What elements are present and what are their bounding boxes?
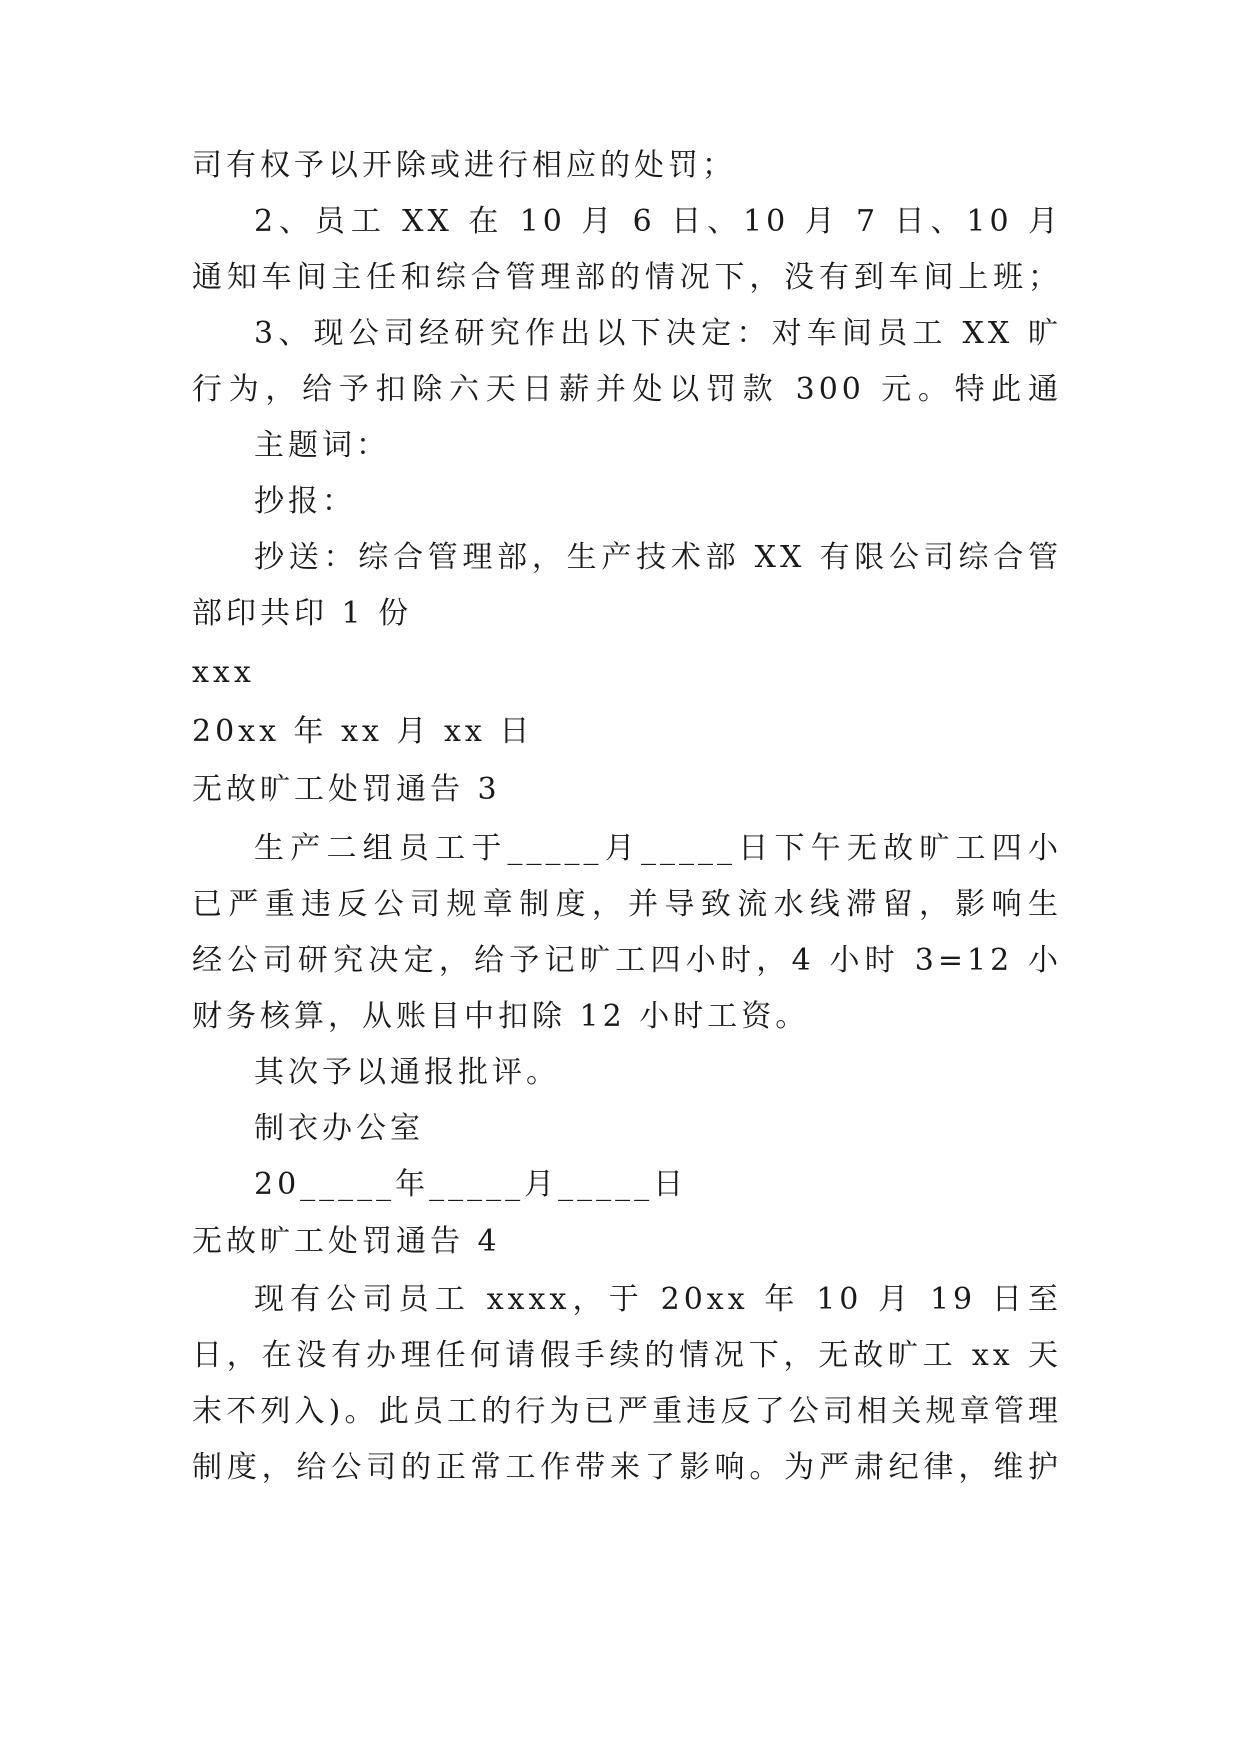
text-line: 财务核算，从账目中扣除 12 小时工资。 [192,999,810,1034]
text-line: 行为，给予扣除六天日薪并处以罚款 300 元。特此通 [192,372,1062,407]
text-line: 20_____年_____月_____日 [254,1167,688,1202]
text-line: 生产二组员工于_____月_____日下午无故旷工四小 [254,831,1062,866]
section-heading: 无故旷工处罚通告 3 [192,772,501,807]
text-line: 司有权予以开除或进行相应的处罚； [192,148,736,183]
text-line: 经公司研究决定，给予记旷工四小时，4 小时 3=12 小 [192,943,1062,978]
text-line: xxx [192,655,255,690]
text-line: 现有公司员工 xxxx，于 20xx 年 10 月 19 日至 [254,1282,1062,1317]
text-line: 抄送：综合管理部，生产技术部 XX 有限公司综合管 [254,540,1062,575]
text-line: 2、员工 XX 在 10 月 6 日、10 月 7 日、10 月 [254,204,1062,239]
text-line: 日，在没有办理任何请假手续的情况下，无故旷工 xx 天 [192,1338,1062,1373]
section-heading: 无故旷工处罚通告 4 [192,1224,501,1259]
text-line: 制衣办公室 [254,1111,424,1146]
text-line: 其次予以通报批评。 [254,1055,560,1090]
text-line: 制度，给公司的正常工作带来了影响。为严肃纪律，维护 [192,1450,1062,1485]
text-line: 部印共印 1 份 [192,596,413,631]
text-line: 主题词： [254,428,390,463]
text-line: 通知车间主任和综合管理部的情况下，没有到车间上班； [192,260,1062,295]
text-line: 已严重违反公司规章制度，并导致流水线滞留，影响生 [192,887,1062,922]
text-line: 末不列入)。此员工的行为已严重违反了公司相关规章管理 [192,1394,1062,1429]
text-line: 抄报： [254,484,356,519]
text-line: 20xx 年 xx 月 xx 日 [192,714,534,749]
text-line: 3、现公司经研究作出以下决定：对车间员工 XX 旷 [254,316,1062,351]
